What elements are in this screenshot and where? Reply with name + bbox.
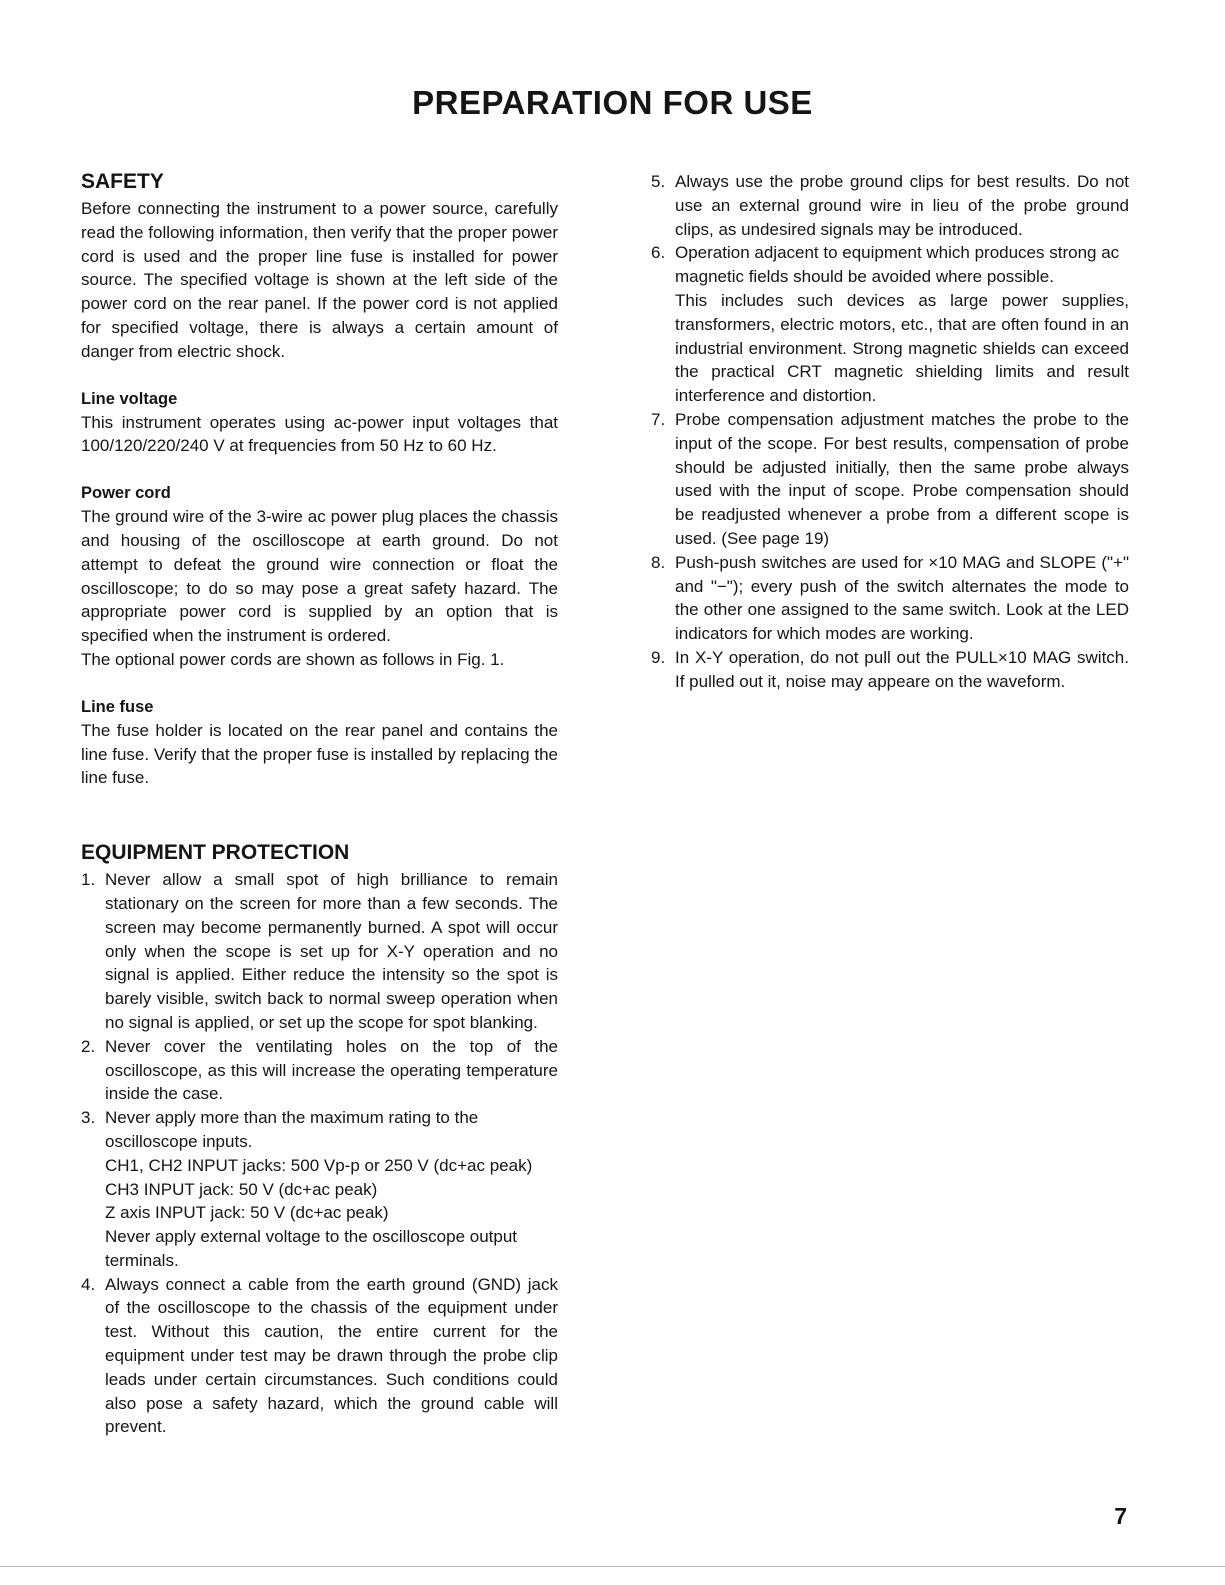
equipment-protection-list (81, 868, 558, 1439)
equipment-protection-heading: EQUIPMENT PROTECTION (81, 841, 350, 865)
item-number: 7. (651, 409, 666, 429)
safety-section (81, 167, 558, 790)
list-item (81, 1035, 558, 1106)
safety-intro: Before connecting the instrument to a power source, carefully read the following information, then verify that the proper power cord is used and the proper line fuse is installed for power source. The specified voltage is shown at the left side of the power cord on the rear panel. If the power cord is not applied for specified voltage, there is always a certain amount of danger from electric shock. (81, 199, 558, 361)
item-text: Probe compensation adjustment matches the probe to the input of the scope. For best results, compensation of probe should be adjusted initially, then the same probe always used with the input of scope. Probe compensation should be readjusted whenever a probe from a different scope is used. (See page 19) (675, 409, 1129, 548)
output-terminal-warning: Never apply external voltage to the oscilloscope output terminals. (105, 1227, 518, 1270)
list-item (81, 868, 558, 1035)
item-text: Operation adjacent to equipment which produces strong ac magnetic fields should be avoided where possible. (675, 243, 1120, 287)
page-title: PREPARATION FOR USE (412, 84, 813, 121)
item-number: 5. (651, 172, 666, 191)
item-number: 2. (81, 1036, 96, 1056)
safety-heading: SAFETY (81, 170, 164, 193)
item-text: Never allow a small spot of high brilliance to remain stationary on the screen for more than a few seconds. The screen may become permanently burned. A spot will occur only when the scope is set up for X-Y operation and no signal is applied. Either reduce the intensity so the spot is barely visible, switch back to normal sweep operation when no signal is applied, or set up the scope for spot blanking. (105, 870, 558, 1032)
power-cord-figure-note: The optional power cords are shown as follows in Fig. 1. (81, 649, 505, 669)
list-item (81, 1273, 558, 1440)
item-number: 4. (81, 1274, 96, 1294)
equipment-protection-list-continued (651, 170, 1129, 694)
rating-z-axis: Z axis INPUT jack: 50 V (dc+ac peak) (105, 1203, 389, 1223)
left-column (81, 167, 558, 1439)
list-item (651, 170, 1129, 241)
list-item (651, 408, 1129, 551)
item-number: 9. (651, 647, 666, 667)
rating-ch1-ch2: CH1, CH2 INPUT jacks: 500 Vp-p or 250 V (dc+ac peak) (105, 1155, 533, 1175)
list-item (81, 1106, 558, 1273)
item-text: Never apply more than the maximum rating to the oscilloscope inputs. (105, 1108, 479, 1151)
power-cord-heading: Power cord (81, 484, 171, 503)
power-cord-text: The ground wire of the 3-wire ac power plug places the chassis and housing of the oscilloscope at earth ground. Do not attempt to defeat the ground wire connection or float the oscilloscope; to do so may pose a great safety hazard. The appropriate power cord is supplied by an option that is specified when the instrument is ordered. (81, 507, 558, 646)
line-voltage-heading: Line voltage (81, 389, 178, 408)
equipment-protection-section (81, 838, 558, 1439)
bottom-rule (0, 1566, 1225, 1567)
list-item (651, 646, 1129, 694)
item-text: Push-push switches are used for ×10 MAG and SLOPE ("+" and "−"); every push of the switch alternates the mode to the other one assigned to the same switch. Look at the LED indicators for which modes are working. (675, 552, 1129, 644)
item-number: 1. (81, 870, 96, 890)
line-fuse-heading: Line fuse (81, 697, 154, 716)
item-text: Never cover the ventilating holes on the top of the oscilloscope, as this will increase the operating temperature inside the case. (105, 1036, 558, 1104)
item-text-continued: This includes such devices as large power supplies, transformers, electric motors, etc., that are often found in an industrial environment. Strong magnetic shields can exceed the practical CRT magnetic shielding limits and result interference and distortion. (675, 290, 1129, 406)
item-number: 8. (651, 552, 666, 572)
rating-ch3: CH3 INPUT jack: 50 V (dc+ac peak) (105, 1179, 378, 1199)
item-text: Always use the probe ground clips for best results. Do not use an external ground wire in lieu of the probe ground clips, as undesired signals may be introduced. (675, 172, 1129, 239)
page-number: 7 (1114, 1503, 1127, 1529)
item-text: In X-Y operation, do not pull out the PULL×10 MAG switch. If pulled out it, noise may appeare on the waveform. (675, 647, 1129, 691)
line-fuse-text: The fuse holder is located on the rear panel and contains the line fuse. Verify that the proper fuse is installed by replacing the line fuse. (81, 720, 558, 788)
list-item (651, 551, 1129, 646)
item-number: 3. (81, 1108, 96, 1128)
line-voltage-text: This instrument operates using ac-power input voltages that 100/120/220/240 V at frequencies from 50 Hz to 60 Hz. (81, 412, 558, 456)
right-column (651, 170, 1129, 694)
item-text: Always connect a cable from the earth ground (GND) jack of the oscilloscope to the chassis of the equipment under test. Without this caution, the entire current for the equipment under test may be drawn through the probe clip leads under certain circumstances. Such conditions could also pose a safety hazard, which the ground cable will prevent. (105, 1274, 558, 1437)
item-number: 6. (651, 243, 666, 263)
list-item (651, 241, 1129, 408)
